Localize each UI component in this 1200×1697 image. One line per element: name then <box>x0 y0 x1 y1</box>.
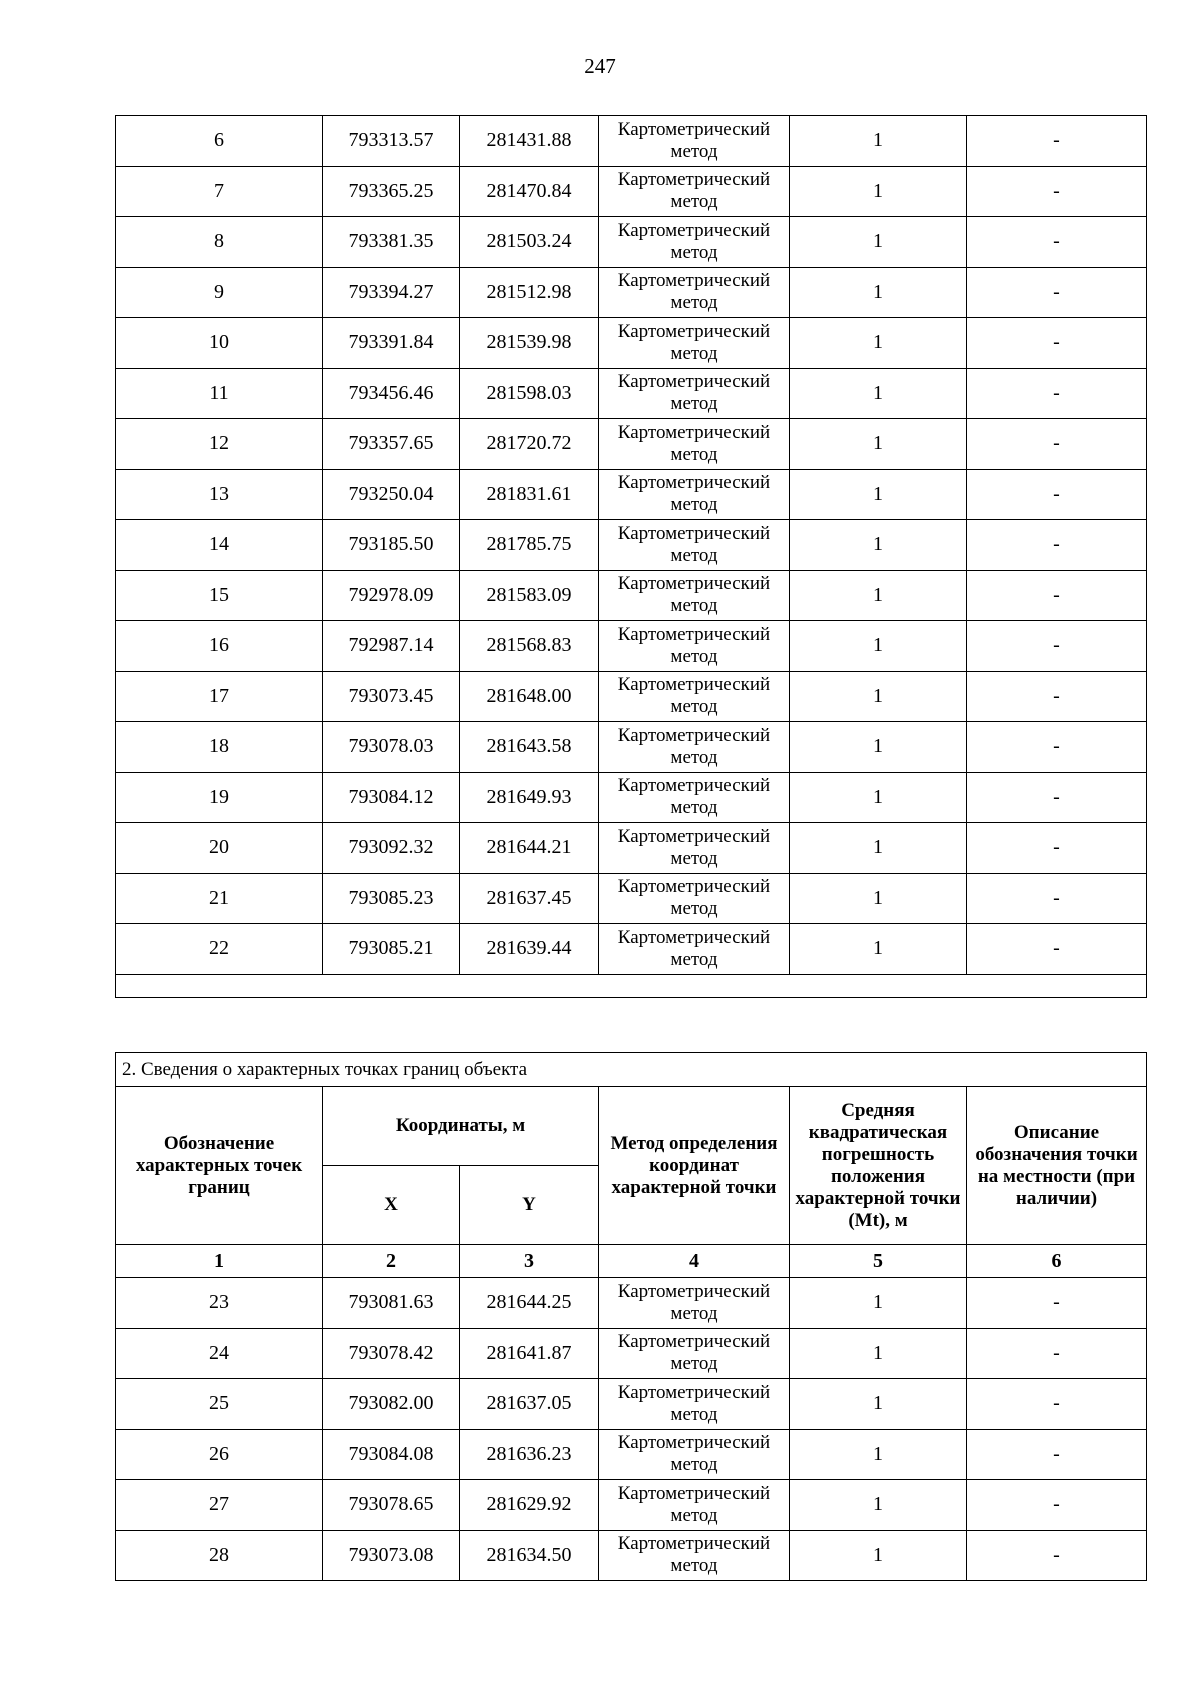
cell-mt: 1 <box>790 570 967 621</box>
cell-x: 793078.65 <box>323 1480 460 1531</box>
cell-x: 793391.84 <box>323 318 460 369</box>
cell-x: 793078.42 <box>323 1328 460 1379</box>
table-row <box>116 823 1147 874</box>
cell-description: - <box>967 1480 1147 1531</box>
cell-y: 281583.09 <box>460 570 599 621</box>
cell-method: Картометрический метод <box>599 368 790 419</box>
cell-description: - <box>967 469 1147 520</box>
cell-mt: 1 <box>790 469 967 520</box>
cell-method: Картометрический метод <box>599 621 790 672</box>
table-row <box>116 621 1147 672</box>
cell-method: Картометрический метод <box>599 1328 790 1379</box>
cell-point-number: 9 <box>116 267 323 318</box>
cell-y: 281644.21 <box>460 823 599 874</box>
cell-method: Картометрический метод <box>599 116 790 167</box>
cell-description: - <box>967 166 1147 217</box>
cell-y: 281431.88 <box>460 116 599 167</box>
cell-description: - <box>967 1379 1147 1430</box>
boundary-points-table <box>115 1052 1147 1581</box>
cell-x: 792978.09 <box>323 570 460 621</box>
cell-x: 793185.50 <box>323 520 460 571</box>
cell-description: - <box>967 924 1147 975</box>
table-row <box>116 924 1147 975</box>
cell-x: 793082.00 <box>323 1379 460 1430</box>
cell-y: 281648.00 <box>460 671 599 722</box>
cell-x: 793084.12 <box>323 772 460 823</box>
cell-y: 281503.24 <box>460 217 599 268</box>
empty-cell <box>116 974 1147 997</box>
cell-mt: 1 <box>790 621 967 672</box>
cell-mt: 1 <box>790 1379 967 1430</box>
cell-point-number: 16 <box>116 621 323 672</box>
cell-point-number: 6 <box>116 116 323 167</box>
cell-mt: 1 <box>790 1429 967 1480</box>
cell-description: - <box>967 772 1147 823</box>
cell-point-number: 7 <box>116 166 323 217</box>
table-body <box>116 116 1147 998</box>
table-row <box>116 1379 1147 1430</box>
header-description: Описание обозначения точки на местности (при наличии) <box>967 1087 1147 1245</box>
cell-method: Картометрический метод <box>599 924 790 975</box>
cell-x: 793456.46 <box>323 368 460 419</box>
cell-description: - <box>967 419 1147 470</box>
cell-mt: 1 <box>790 873 967 924</box>
cell-x: 793084.08 <box>323 1429 460 1480</box>
cell-description: - <box>967 520 1147 571</box>
cell-point-number: 23 <box>116 1278 323 1329</box>
column-number: 4 <box>599 1245 790 1278</box>
cell-description: - <box>967 368 1147 419</box>
table-row <box>116 570 1147 621</box>
cell-y: 281639.44 <box>460 924 599 975</box>
cell-mt: 1 <box>790 368 967 419</box>
cell-method: Картометрический метод <box>599 1480 790 1531</box>
cell-description: - <box>967 267 1147 318</box>
cell-mt: 1 <box>790 166 967 217</box>
cell-x: 793313.57 <box>323 116 460 167</box>
column-number: 2 <box>323 1245 460 1278</box>
column-number: 1 <box>116 1245 323 1278</box>
cell-point-number: 28 <box>116 1530 323 1581</box>
header-coordinates: Координаты, м <box>323 1087 599 1166</box>
cell-description: - <box>967 671 1147 722</box>
cell-description: - <box>967 1530 1147 1581</box>
cell-point-number: 12 <box>116 419 323 470</box>
cell-point-number: 13 <box>116 469 323 520</box>
cell-x: 793073.45 <box>323 671 460 722</box>
table-row <box>116 722 1147 773</box>
cell-y: 281568.83 <box>460 621 599 672</box>
cell-x: 793073.08 <box>323 1530 460 1581</box>
table-row <box>116 873 1147 924</box>
cell-point-number: 22 <box>116 924 323 975</box>
cell-method: Картометрический метод <box>599 1429 790 1480</box>
cell-mt: 1 <box>790 116 967 167</box>
cell-mt: 1 <box>790 1328 967 1379</box>
cell-y: 281636.23 <box>460 1429 599 1480</box>
cell-method: Картометрический метод <box>599 419 790 470</box>
cell-x: 793365.25 <box>323 166 460 217</box>
section-title: 2. Сведения о характерных точках границ объекта <box>116 1053 1147 1087</box>
cell-point-number: 18 <box>116 722 323 773</box>
cell-description: - <box>967 570 1147 621</box>
cell-y: 281634.50 <box>460 1530 599 1581</box>
table-row <box>116 368 1147 419</box>
cell-y: 281644.25 <box>460 1278 599 1329</box>
table-row <box>116 217 1147 268</box>
cell-x: 793085.23 <box>323 873 460 924</box>
cell-x: 792987.14 <box>323 621 460 672</box>
table-row <box>116 520 1147 571</box>
cell-point-number: 27 <box>116 1480 323 1531</box>
cell-x: 793357.65 <box>323 419 460 470</box>
cell-point-number: 10 <box>116 318 323 369</box>
table-row <box>116 772 1147 823</box>
cell-point-number: 15 <box>116 570 323 621</box>
cell-y: 281539.98 <box>460 318 599 369</box>
cell-method: Картометрический метод <box>599 1530 790 1581</box>
cell-y: 281629.92 <box>460 1480 599 1531</box>
cell-y: 281598.03 <box>460 368 599 419</box>
cell-description: - <box>967 1429 1147 1480</box>
cell-y: 281512.98 <box>460 267 599 318</box>
cell-method: Картометрический метод <box>599 1278 790 1329</box>
table-row <box>116 671 1147 722</box>
cell-point-number: 25 <box>116 1379 323 1430</box>
cell-method: Картометрический метод <box>599 1379 790 1430</box>
cell-x: 793081.63 <box>323 1278 460 1329</box>
cell-x: 793078.03 <box>323 722 460 773</box>
header-y: Y <box>460 1166 599 1245</box>
cell-mt: 1 <box>790 1480 967 1531</box>
column-number: 3 <box>460 1245 599 1278</box>
cell-method: Картометрический метод <box>599 873 790 924</box>
table-row <box>116 1278 1147 1329</box>
cell-mt: 1 <box>790 267 967 318</box>
cell-point-number: 14 <box>116 520 323 571</box>
cell-point-number: 24 <box>116 1328 323 1379</box>
cell-description: - <box>967 217 1147 268</box>
empty-row <box>116 974 1147 997</box>
cell-method: Картометрический метод <box>599 166 790 217</box>
cell-point-number: 20 <box>116 823 323 874</box>
cell-x: 793085.21 <box>323 924 460 975</box>
column-number: 6 <box>967 1245 1147 1278</box>
cell-point-number: 8 <box>116 217 323 268</box>
cell-mt: 1 <box>790 671 967 722</box>
table-row <box>116 318 1147 369</box>
cell-mt: 1 <box>790 419 967 470</box>
cell-x: 793394.27 <box>323 267 460 318</box>
table-row <box>116 166 1147 217</box>
cell-method: Картометрический метод <box>599 469 790 520</box>
cell-point-number: 17 <box>116 671 323 722</box>
cell-description: - <box>967 621 1147 672</box>
cell-y: 281720.72 <box>460 419 599 470</box>
cell-method: Картометрический метод <box>599 722 790 773</box>
header-mean-square-error: Средняя квадратическая погрешность положения характерной точки (Mt), м <box>790 1087 967 1245</box>
cell-method: Картометрический метод <box>599 671 790 722</box>
page-number: 247 <box>584 54 616 78</box>
header-designation: Обозначение характерных точек границ <box>116 1087 323 1245</box>
table-row <box>116 1328 1147 1379</box>
cell-method: Картометрический метод <box>599 823 790 874</box>
cell-mt: 1 <box>790 318 967 369</box>
cell-description: - <box>967 116 1147 167</box>
cell-y: 281649.93 <box>460 772 599 823</box>
cell-y: 281641.87 <box>460 1328 599 1379</box>
cell-method: Картометрический метод <box>599 772 790 823</box>
table-row <box>116 267 1147 318</box>
cell-y: 281831.61 <box>460 469 599 520</box>
cell-point-number: 21 <box>116 873 323 924</box>
cell-mt: 1 <box>790 1278 967 1329</box>
cell-point-number: 19 <box>116 772 323 823</box>
table-row <box>116 1530 1147 1581</box>
cell-method: Картометрический метод <box>599 267 790 318</box>
table-row <box>116 469 1147 520</box>
cell-description: - <box>967 1278 1147 1329</box>
boundary-points-table-continued <box>115 115 1147 998</box>
cell-mt: 1 <box>790 520 967 571</box>
cell-y: 281637.05 <box>460 1379 599 1430</box>
cell-y: 281637.45 <box>460 873 599 924</box>
cell-method: Картометрический метод <box>599 217 790 268</box>
cell-x: 793092.32 <box>323 823 460 874</box>
header-method: Метод определения координат характерной точки <box>599 1087 790 1245</box>
cell-mt: 1 <box>790 722 967 773</box>
cell-x: 793381.35 <box>323 217 460 268</box>
cell-method: Картометрический метод <box>599 520 790 571</box>
cell-y: 281470.84 <box>460 166 599 217</box>
cell-mt: 1 <box>790 924 967 975</box>
cell-description: - <box>967 823 1147 874</box>
column-number: 5 <box>790 1245 967 1278</box>
cell-mt: 1 <box>790 823 967 874</box>
table-row <box>116 1480 1147 1531</box>
table-row <box>116 1429 1147 1480</box>
cell-description: - <box>967 722 1147 773</box>
cell-point-number: 11 <box>116 368 323 419</box>
header-x: X <box>323 1166 460 1245</box>
table-body <box>116 1278 1147 1581</box>
table-row <box>116 419 1147 470</box>
cell-method: Картометрический метод <box>599 570 790 621</box>
table-row <box>116 116 1147 167</box>
cell-mt: 1 <box>790 772 967 823</box>
cell-description: - <box>967 1328 1147 1379</box>
cell-method: Картометрический метод <box>599 318 790 369</box>
cell-mt: 1 <box>790 217 967 268</box>
cell-y: 281643.58 <box>460 722 599 773</box>
cell-description: - <box>967 873 1147 924</box>
cell-x: 793250.04 <box>323 469 460 520</box>
cell-point-number: 26 <box>116 1429 323 1480</box>
cell-description: - <box>967 318 1147 369</box>
cell-y: 281785.75 <box>460 520 599 571</box>
cell-mt: 1 <box>790 1530 967 1581</box>
